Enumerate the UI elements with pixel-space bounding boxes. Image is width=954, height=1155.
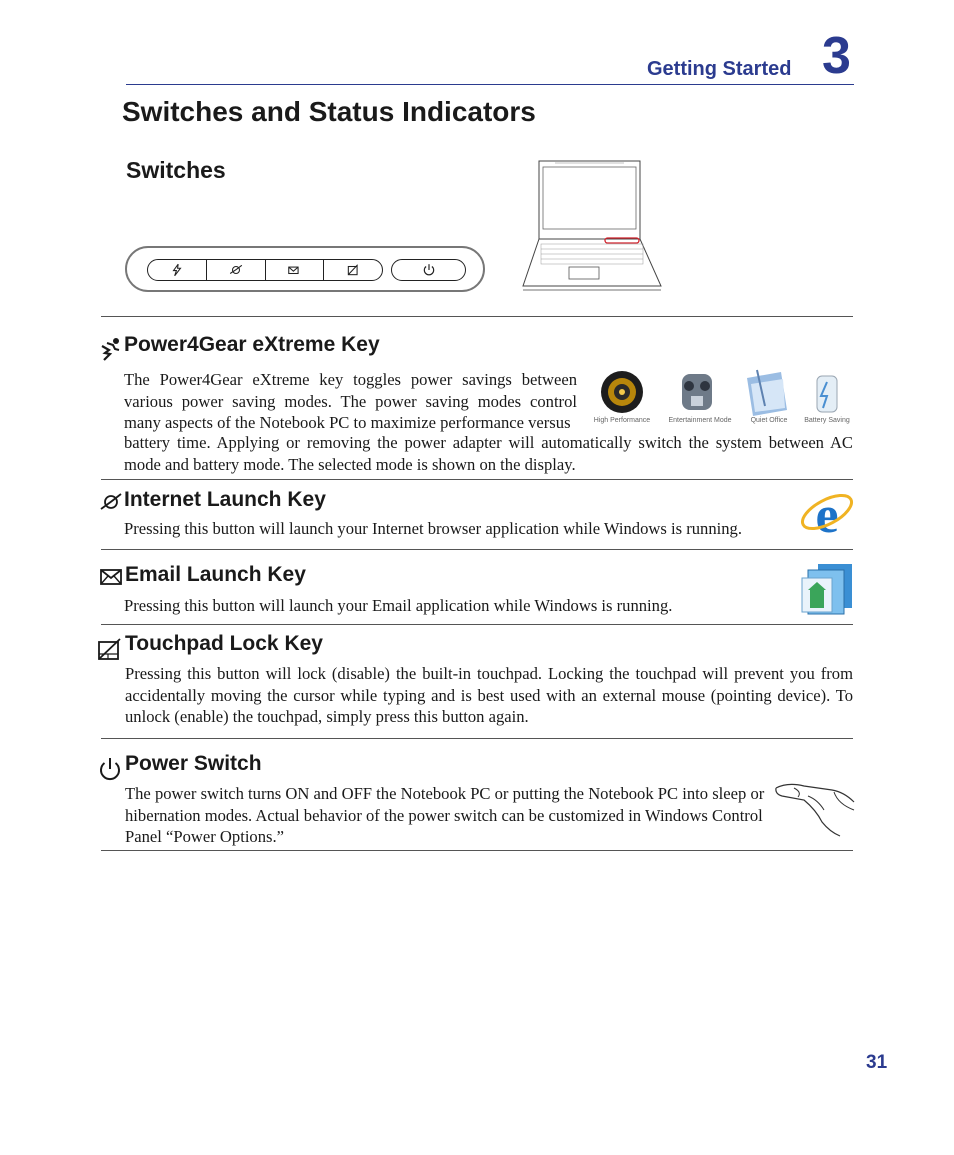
mode-caption-high-performance: High Performance [593, 417, 651, 424]
battery-saving-icon [817, 376, 837, 412]
power-heading: Power Switch [125, 752, 262, 775]
touchpad-lock-switch [324, 260, 382, 280]
power-switch [391, 259, 466, 281]
section-divider [101, 850, 853, 851]
section-divider [101, 479, 853, 480]
touchpad-lock-icon [97, 637, 121, 661]
internet-explorer-logo [797, 486, 855, 542]
power-text: The power switch turns ON and OFF the Notebook PC or putting the Notebook PC into sleep or hibernation modes. Actual behavior of the power switch can be customized in Windows Control Panel “Power Options.” [125, 784, 765, 846]
section-divider [101, 738, 853, 739]
chapter-number: 3 [822, 27, 851, 85]
windows-mail-logo [798, 560, 856, 616]
entertainment-mode-icon [682, 374, 712, 410]
touchpad-heading: Touchpad Lock Key [125, 632, 323, 655]
email-icon [287, 263, 301, 277]
internet-heading: Internet Launch Key [124, 488, 326, 511]
quiet-office-icon [747, 370, 787, 416]
svg-text:e: e [815, 487, 839, 542]
power-icon [422, 263, 436, 277]
power4gear-icon [170, 263, 184, 277]
touchpad-text: Pressing this button will lock (disable) the built-in touchpad. Locking the touchpad will prevent you from accidentally moving the cursor while typing and is best used with an external mouse (pointing device). To unlock (enable) the touchpad, simply press this button again. [125, 664, 853, 726]
internet-icon [99, 490, 123, 514]
header-divider [126, 84, 854, 85]
hand-pressing-illustration [774, 780, 856, 838]
laptop-illustration [519, 158, 665, 294]
mode-caption-entertainment: Entertainment Mode [668, 417, 732, 424]
power-icon [98, 757, 122, 781]
page-number: 31 [866, 1052, 888, 1073]
power4gear-text-full: battery time. Applying or removing the power adapter will automatically switch the system between AC mode and battery mode. The selected mode is shown on the display. [124, 433, 853, 474]
email-heading: Email Launch Key [125, 563, 306, 586]
power4gear-heading: Power4Gear eXtreme Key [124, 333, 380, 356]
email-switch [266, 260, 325, 280]
chapter-label: Getting Started [647, 58, 792, 80]
high-performance-icon [601, 371, 643, 413]
internet-text: Pressing this button will launch your Internet browser application while Windows is running. [124, 519, 742, 538]
section-divider [101, 549, 853, 550]
switch-button-group [147, 259, 383, 281]
mode-caption-battery-saving: Battery Saving [804, 417, 850, 424]
email-text: Pressing this button will launch your Email application while Windows is running. [124, 596, 673, 615]
section-divider [101, 316, 853, 317]
mode-caption-quiet-office: Quiet Office [750, 417, 788, 424]
power4gear-text-wrapped: The Power4Gear eXtreme key toggles power savings between various power saving modes. The power saving modes control many aspects of the Notebook PC to maximize performance versus [124, 370, 577, 432]
touchpad-lock-icon [346, 263, 360, 277]
switch-strip-illustration [125, 246, 485, 292]
power4gear-switch [148, 260, 207, 280]
internet-icon [229, 263, 243, 277]
section-title: Switches [126, 157, 226, 183]
email-icon [99, 565, 123, 589]
section-divider [101, 624, 853, 625]
page-title: Switches and Status Indicators [122, 96, 536, 127]
power-modes-illustration [587, 366, 857, 428]
power4gear-icon [98, 337, 122, 361]
internet-switch [207, 260, 266, 280]
